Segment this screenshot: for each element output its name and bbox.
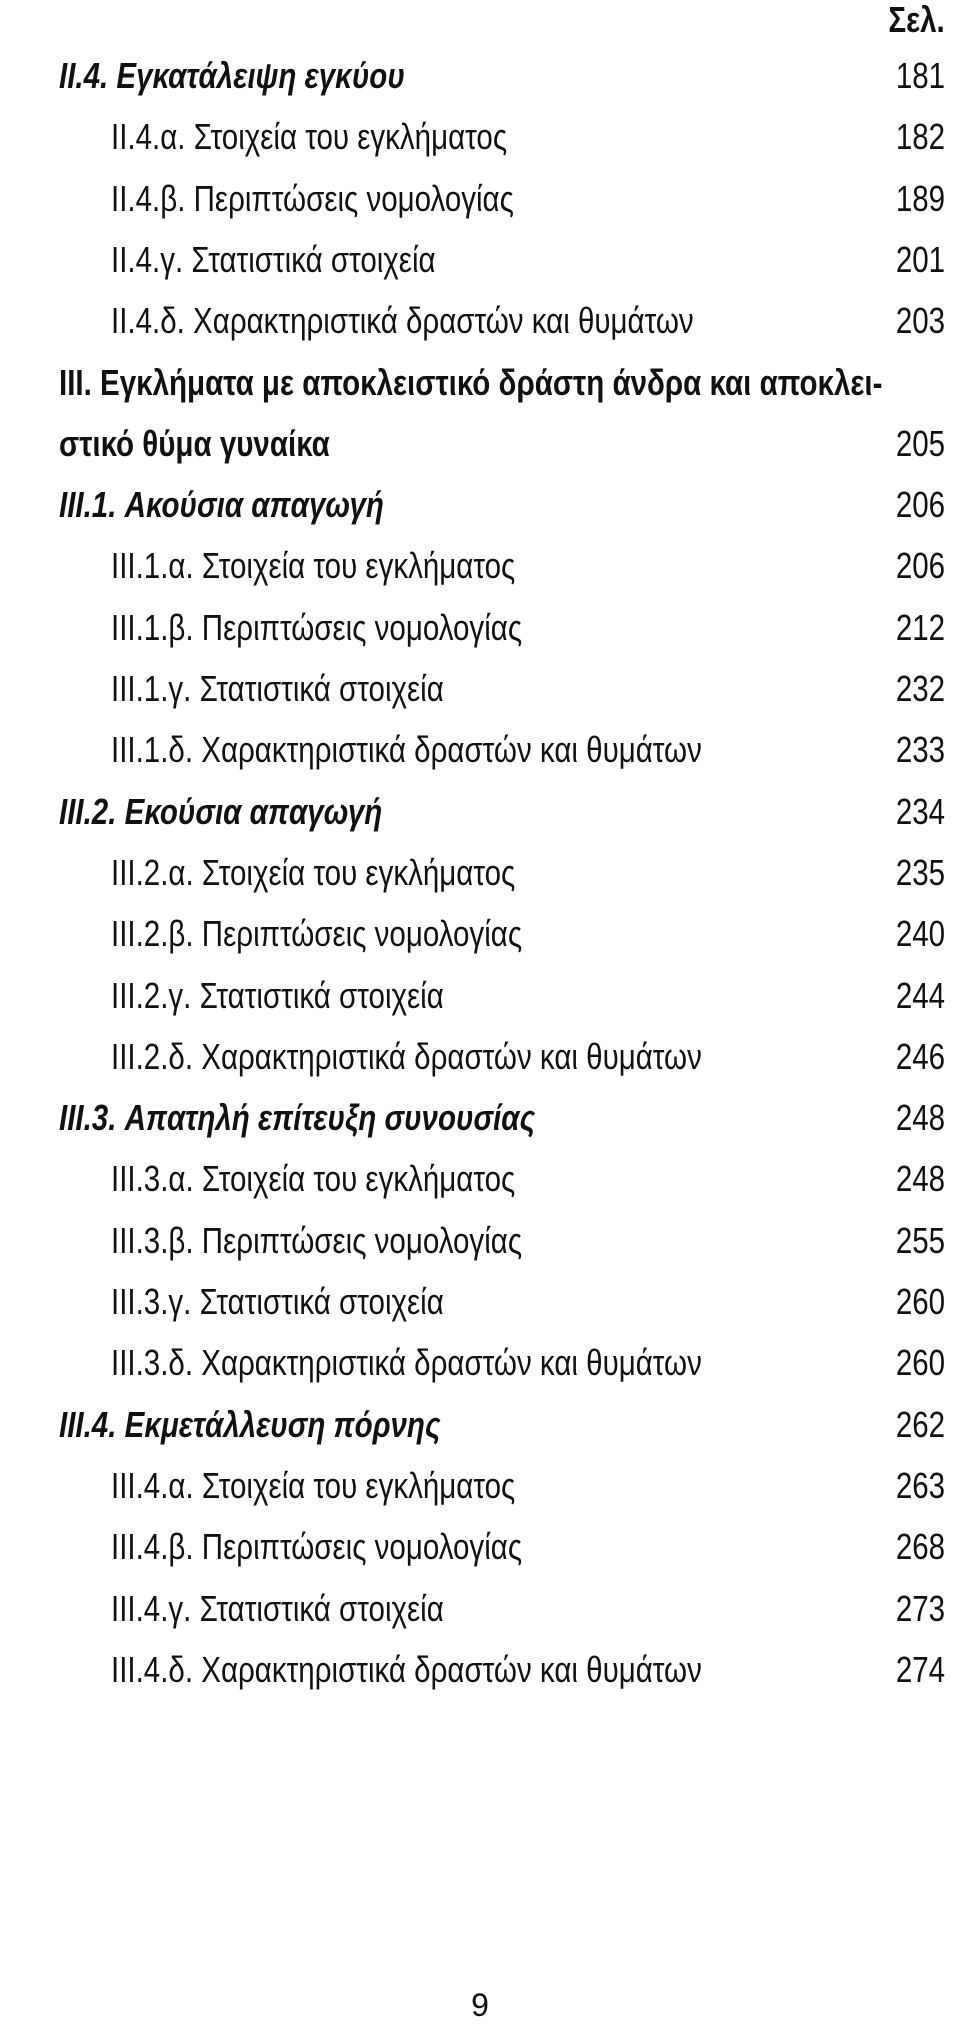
- toc-entry-page: 260: [895, 1342, 945, 1384]
- toc-entry: [0, 169, 960, 229]
- toc-entry-page: 274: [895, 1648, 945, 1690]
- toc-entry-page: 189: [895, 177, 945, 219]
- toc-entry: [0, 782, 960, 842]
- toc-entry: [0, 1640, 960, 1700]
- toc-entry-title: III.4.γ. Στατιστικά στοιχεία: [111, 1587, 444, 1629]
- toc-entry-page: 255: [895, 1219, 945, 1261]
- toc-entry-page: 244: [895, 974, 945, 1016]
- toc-entry: [0, 1395, 960, 1455]
- toc-entry-title: II.4. Εγκατάλειψη εγκύου: [59, 55, 405, 96]
- toc-entry-title: III.4.δ. Χαρακτηριστικά δραστών και θυμάτων: [111, 1648, 702, 1690]
- toc-entry-title: III.1.γ. Στατιστικά στοιχεία: [111, 668, 444, 709]
- toc-entry: [0, 1027, 960, 1087]
- toc-entry-page: 234: [895, 790, 945, 832]
- toc-entry-page: 232: [895, 668, 945, 709]
- toc-entry: [0, 1211, 960, 1271]
- toc-entry-title: II.4.γ. Στατιστικά στοιχεία: [111, 238, 436, 280]
- toc-entry-page: 212: [895, 606, 945, 648]
- toc-entry-title: III.2.γ. Στατιστικά στοιχεία: [111, 974, 444, 1016]
- toc-entry-page: 246: [895, 1035, 945, 1077]
- toc-entry: [0, 291, 960, 351]
- toc-entry-title: III.3. Απατηλή επίτευξη συνουσίας: [59, 1097, 536, 1139]
- toc-entry-page: 240: [895, 913, 945, 955]
- toc-entry-title: II.4.δ. Χαρακτηριστικά δραστών και θυμάτων: [111, 300, 694, 342]
- toc-entry: [0, 1517, 960, 1577]
- page-number: 9: [471, 1987, 489, 2023]
- toc-entry-page: 205: [895, 422, 945, 464]
- toc-entry: [0, 1149, 960, 1209]
- toc-entry-title: III.1.δ. Χαρακτηριστικά δραστών και θυμάτων: [111, 729, 702, 771]
- toc-entry: [0, 1333, 960, 1393]
- toc-entry-page: 268: [895, 1526, 945, 1568]
- toc-entry-title: II.4.α. Στοιχεία του εγκλήματος: [111, 116, 508, 158]
- toc-entry: [0, 414, 960, 474]
- toc-entry: [0, 1456, 960, 1516]
- toc-entry: [0, 843, 960, 903]
- toc-entry-title: II.4.β. Περιπτώσεις νομολογίας: [111, 177, 514, 219]
- toc-entry-page: 206: [895, 484, 945, 526]
- toc-entry-page: 201: [895, 238, 945, 280]
- toc-entry-title: III.2.α. Στοιχεία του εγκλήματος: [111, 851, 516, 893]
- toc-entry-page: 262: [895, 1403, 945, 1445]
- toc-entry-title: III.4.β. Περιπτώσεις νομολογίας: [111, 1526, 523, 1568]
- toc-entry: [0, 1088, 960, 1148]
- toc-entry-page: 260: [895, 1281, 945, 1322]
- toc-entry-title: III.2.β. Περιπτώσεις νομολογίας: [111, 913, 523, 955]
- toc-entry-page: 182: [895, 116, 945, 158]
- toc-entry: [0, 1272, 960, 1332]
- toc-entry-page: 181: [895, 55, 945, 96]
- toc-entry-title: III.1.α. Στοιχεία του εγκλήματος: [111, 545, 516, 587]
- toc-entry-title: III.3.γ. Στατιστικά στοιχεία: [111, 1281, 444, 1322]
- toc-entry-page: 273: [895, 1587, 945, 1629]
- toc-entry-title: III.2.δ. Χαρακτηριστικά δραστών και θυμάτων: [111, 1035, 702, 1077]
- page-column-header: Σελ.: [888, 0, 945, 40]
- toc-entry-page: 206: [895, 545, 945, 587]
- toc-entry-page: 235: [895, 851, 945, 893]
- toc-entry-title: III.1. Ακούσια απαγωγή: [59, 484, 384, 526]
- toc-entry-page: 203: [895, 300, 945, 342]
- toc-entry: [0, 475, 960, 535]
- toc-entry: [0, 598, 960, 658]
- toc-entry: [0, 659, 960, 719]
- toc-entry-page: 263: [895, 1464, 945, 1506]
- toc-entry-title: III. Εγκλήματα με αποκλειστικό δράστη άνδρα και αποκλει-: [59, 361, 883, 403]
- toc-entry: [0, 904, 960, 964]
- toc-entry-title: III.3.β. Περιπτώσεις νομολογίας: [111, 1219, 523, 1261]
- toc-entry: [0, 536, 960, 596]
- toc-entry-title: III.4.α. Στοιχεία του εγκλήματος: [111, 1464, 516, 1506]
- toc-entry: [0, 720, 960, 780]
- toc-entry-title: III.3.α. Στοιχεία του εγκλήματος: [111, 1158, 516, 1200]
- toc-entry-title: στικό θύμα γυναίκα: [59, 422, 330, 464]
- toc-entry: [0, 107, 960, 167]
- toc-entry: [0, 1579, 960, 1639]
- toc-entry: [0, 46, 960, 106]
- toc-entry-title: III.1.β. Περιπτώσεις νομολογίας: [111, 606, 523, 648]
- toc-entry: [0, 353, 960, 413]
- toc-entry-page: 248: [895, 1097, 945, 1139]
- toc-entry-page: 233: [895, 729, 945, 771]
- toc-entry-title: III.3.δ. Χαρακτηριστικά δραστών και θυμάτων: [111, 1342, 702, 1384]
- toc-entry: [0, 230, 960, 290]
- toc-entry-page: 248: [895, 1158, 945, 1200]
- toc-entry-title: III.4. Εκμετάλλευση πόρνης: [59, 1403, 441, 1445]
- toc-entry-title: III.2. Εκούσια απαγωγή: [59, 790, 383, 832]
- toc-entry: [0, 966, 960, 1026]
